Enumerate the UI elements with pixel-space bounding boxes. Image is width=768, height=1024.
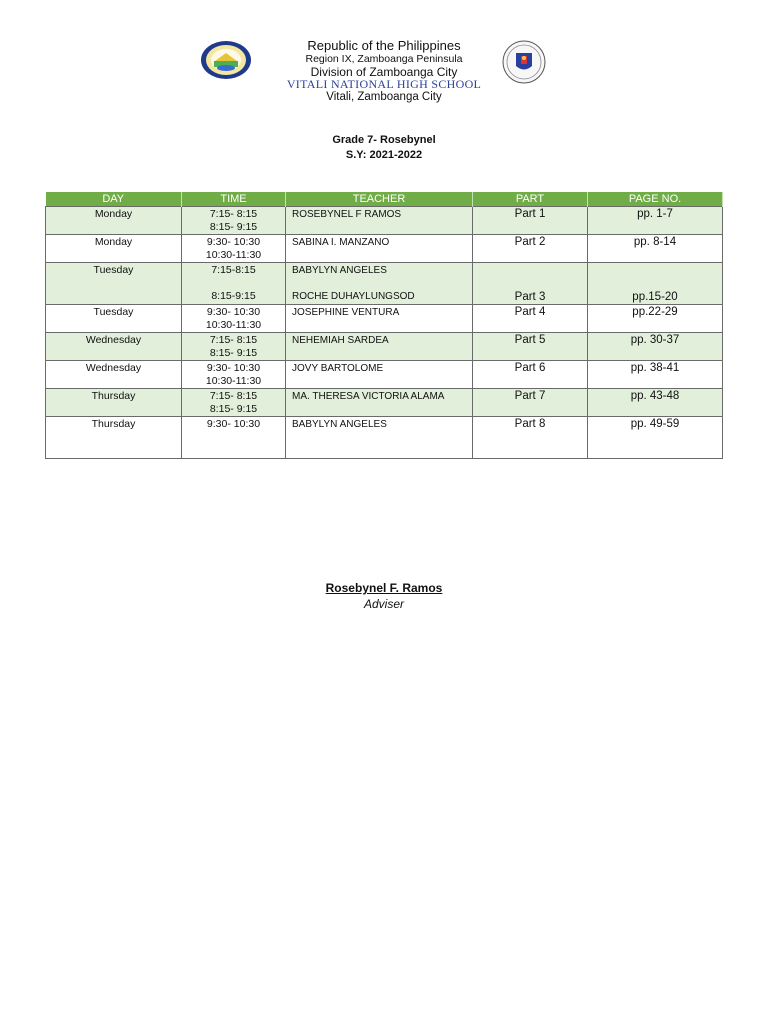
column-header-teacher: TEACHER [286,192,473,207]
time-slot: 7:15- 8:15 [209,208,258,220]
page-cell: pp. 38-41 [588,361,723,389]
column-header-time: TIME [182,192,286,207]
part-cell: Part 8 [473,417,588,459]
time-slot: 10:30-11:30 [205,319,262,331]
part-cell: Part 5 [473,333,588,361]
page-cell: pp. 8-14 [588,235,723,263]
table-row [46,333,723,361]
day-cell: Thursday [46,389,182,417]
time-slot: 9:30- 10:30 [206,362,261,374]
time-cell [182,207,286,235]
teacher-cell: NEHEMIAH SARDEA [286,333,473,361]
page-cell: pp. 49-59 [588,417,723,459]
letterhead [0,36,768,116]
part-cell: Part 2 [473,235,588,263]
teacher-name: ROCHE DUHAYLUNGSOD [292,291,415,302]
page-cell: pp.15-20 [588,263,723,305]
region-line: Region IX, Zamboanga Peninsula [305,53,463,65]
time-slot: 10:30-11:30 [205,375,262,387]
teacher-cell [286,263,473,305]
part-cell: Part 4 [473,305,588,333]
time-cell [182,389,286,417]
table-row [46,207,723,235]
teacher-cell: MA. THERESA VICTORIA ALAMA [286,389,473,417]
teacher-cell: JOSEPHINE VENTURA [286,305,473,333]
table-row [46,235,723,263]
column-header-day: DAY [46,192,182,207]
school-name: VITALI NATIONAL HIGH SCHOOL [286,77,482,91]
part-cell: Part 1 [473,207,588,235]
day-cell: Monday [46,207,182,235]
time-slot: 7:15- 8:15 [209,390,258,402]
day-cell: Tuesday [46,263,182,305]
time-slot: 10:30-11:30 [205,249,262,261]
time-slot: 8:15-9:15 [211,290,256,302]
deped-seal-icon [502,40,546,84]
table-row [46,361,723,389]
time-cell [182,361,286,389]
time-slot: 8:15- 9:15 [209,347,258,359]
time-cell [182,263,286,305]
teacher-cell: BABYLYN ANGELES [286,417,473,459]
page-cell: pp. 1-7 [588,207,723,235]
teacher-cell: SABINA I. MANZANO [286,235,473,263]
table-header-row [46,192,723,207]
day-cell: Tuesday [46,305,182,333]
school-year: S.Y: 2021-2022 [345,149,423,161]
time-cell [182,305,286,333]
teacher-name: BABYLYN ANGELES [292,265,387,276]
day-cell: Thursday [46,417,182,459]
day-cell: Monday [46,235,182,263]
republic-line: Republic of the Philippines [307,38,461,53]
time-cell [182,235,286,263]
time-slot: 8:15- 9:15 [209,403,258,415]
teacher-cell: JOVY BARTOLOME [286,361,473,389]
part-cell: Part 6 [473,361,588,389]
time-slot: 9:30- 10:30 [206,236,261,248]
adviser-name: Rosebynel F. Ramos [325,581,443,595]
school-address: Vitali, Zamboanga City [326,91,442,103]
division-line: Division of Zamboanga City [310,65,458,79]
table-row [46,389,723,417]
time-slot: 9:30- 10:30 [206,306,261,318]
column-header-page: PAGE NO. [588,192,723,207]
page-cell: pp. 30-37 [588,333,723,361]
time-slot: 7:15-8:15 [211,264,256,276]
table-row [46,263,723,305]
schedule-table [45,192,723,459]
day-cell: Wednesday [46,361,182,389]
table-row [46,417,723,459]
part-cell: Part 7 [473,389,588,417]
document-title: Grade 7- Rosebynel [332,134,436,146]
teacher-cell: ROSEBYNEL F RAMOS [286,207,473,235]
page-cell: pp. 43-48 [588,389,723,417]
part-cell: Part 3 [473,263,588,305]
day-cell: Wednesday [46,333,182,361]
time-cell: 9:30- 10:30 [182,417,286,459]
time-cell [182,333,286,361]
table-row [46,305,723,333]
time-slot: 8:15- 9:15 [209,221,258,233]
adviser-role: Adviser [363,597,404,611]
time-slot: 7:15- 8:15 [209,334,258,346]
page-cell: pp.22-29 [588,305,723,333]
column-header-part: PART [473,192,588,207]
